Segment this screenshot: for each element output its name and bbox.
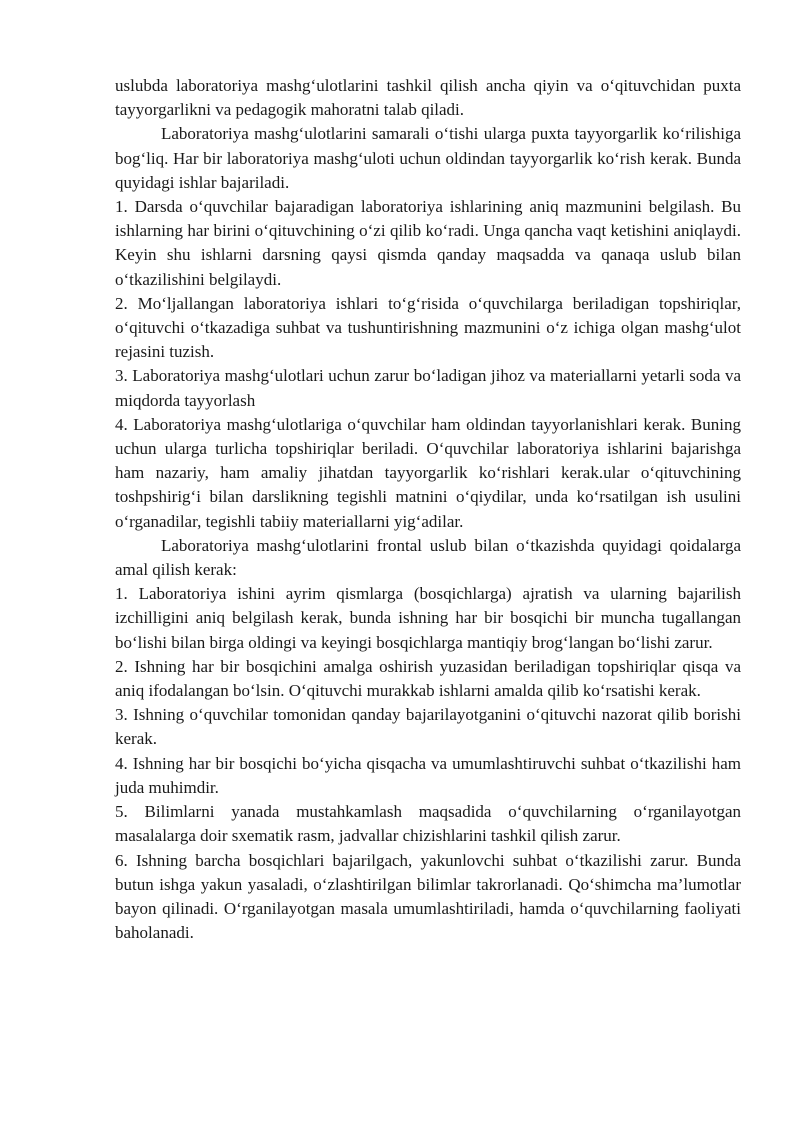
paragraph-preparation: Laboratoriya mashg‘ulotlarini samarali o‘tishi ularga puxta tayyorgarlik ko‘rilishiga bog‘liq. Har bir laboratoriya mashg‘uloti uchun oldindan tayyorgarlik ko‘rish kerak. Bunda quyidagi ishlar bajariladi.	[115, 124, 741, 192]
list-item-rule-2: 2. Ishning har bir bosqichini amalga oshirish yuzasidan beriladigan topshiriqlar qisqa va aniq ifodalangan bo‘lsin. O‘qituvchi murakkab ishlarni amalda qilib ko‘rsatishi kerak.	[115, 656, 741, 701]
list-item-rule-3: 3. Ishning o‘quvchilar tomonidan qanday bajarilayotganini o‘qituvchi nazorat qilib borishi kerak.	[115, 705, 741, 749]
document-page	[115, 74, 741, 945]
list-item-rule-4: 4. Ishning har bir bosqichi bo‘yicha qisqacha va umumlashtiruvchi suhbat o‘tkazilishi ham juda muhimdir.	[115, 753, 741, 797]
list-item-prep-1: 1. Darsda o‘quvchilar bajaradigan laboratoriya ishlarining aniq mazmunini belgilash. Bu ishlarning har birini o‘qituvchining o‘zi qilib ko‘radi. Unga qancha vaqt ketishini aniqlaydi. Keyin shu ishlarni darsning qaysi qismda qanday maqsadda va qanaqa uslub bilan o‘tkazilishini belgilaydi.	[115, 197, 741, 289]
list-item-prep-2: 2. Mo‘ljallangan laboratoriya ishlari to‘g‘risida o‘quvchilarga beriladigan topshiriqlar, o‘qituvchi o‘tkazadiga suhbat va tushuntirishning mazmunini o‘z ichiga olgan mashg‘ulot rejasini tuzish.	[115, 293, 741, 362]
list-item-rule-5: 5. Bilimlarni yanada mustahkamlash maqsadida o‘quvchilarning o‘rganilayotgan masalalarga doir sxematik rasm, jadvallar chizishlarini tashkil qilish zarur.	[115, 802, 741, 846]
list-item-prep-4: 4. Laboratoriya mashg‘ulotlariga o‘quvchilar ham oldindan tayyorlanishlari kerak. Buning uchun ularga turlicha topshiriqlar beriladi. O‘quvchilar laboratoriya ishlarini bajarishga ham nazariy, ham amaliy jihatdan tayyorgarlik ko‘rishlari kerak.ular o‘qituvchining toshpshirig‘i bilan darslikning tegishli matnini o‘qiydilar, unda ko‘rsatilgan ish usulini o‘rganadilar, tegishli tabiiy materiallarni yig‘adilar.	[115, 414, 741, 531]
list-item-rule-1: 1. Laboratoriya ishini ayrim qismlarga (bosqichlarga) ajratish va ularning bajarilish izchilligini aniq belgilash kerak, bunda ishning har bir bosqichi bir muncha tugallangan bo‘lishi bilan birga oldingi va keyingi bosqichlarga mantiqiy brog‘langan bo‘lishi zarur.	[115, 584, 741, 652]
list-item-rule-6: 6. Ishning barcha bosqichlari bajarilgach, yakunlovchi suhbat o‘tkazilishi zarur. Bunda butun ishga yakun yasaladi, o‘zlashtirilgan bilimlar takrorlanadi. Qo‘shimcha ma’lumotlar bayon qilinadi. O‘rganilayotgan masala umumlashtiriladi, hamda o‘quvchilarning faoliyati baholanadi.	[115, 850, 741, 943]
paragraph-frontal-rules: Laboratoriya mashg‘ulotlarini frontal uslub bilan o‘tkazishda quyidagi qoidalarga amal qilish kerak:	[115, 535, 741, 580]
list-item-prep-3: 3. Laboratoriya mashg‘ulotlari uchun zarur bo‘ladigan jihoz va materiallarni yetarli soda va miqdorda tayyorlash	[115, 366, 741, 410]
paragraph-intro-continuation: uslubda laboratoriya mashg‘ulotlarini tashkil qilish ancha qiyin va o‘qituvchidan puxta tayyorgarlikni va pedagogik mahoratni talab qiladi.	[115, 76, 741, 120]
